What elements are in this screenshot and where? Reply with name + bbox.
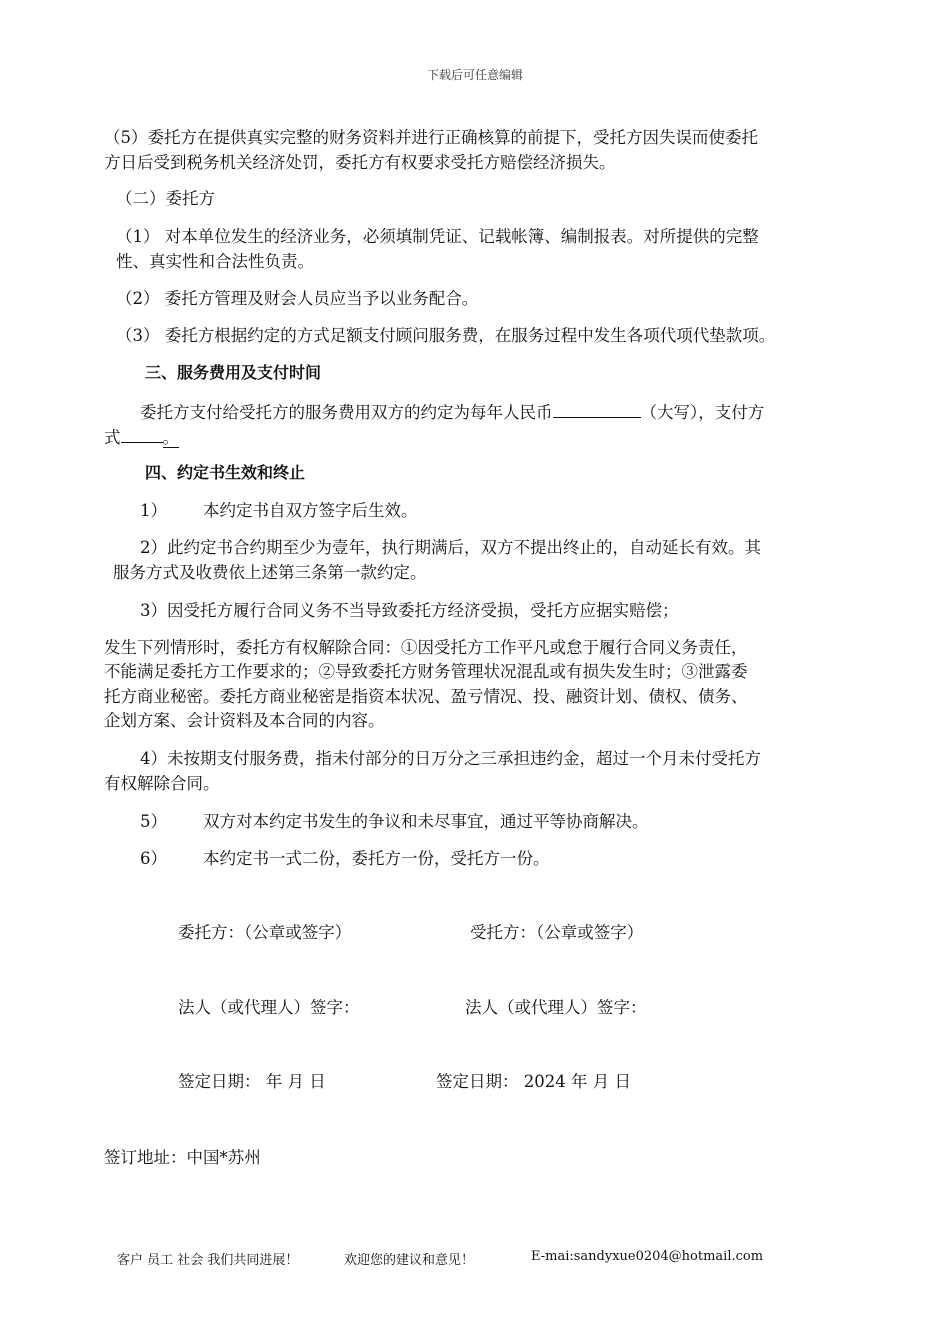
section-client-heading: （二）委托方	[116, 189, 215, 208]
clause-5-line-1: （5）委托方在提供真实完整的财务资料并进行正确核算的前提下，受托方因失误而使委托	[104, 128, 758, 147]
party-a-legal-signature: 法人（或代理人）签字：	[178, 998, 360, 1017]
section-4-heading: 四、约定书生效和终止	[145, 463, 306, 482]
party-a-sign-date: 签定日期： 年 月 日	[178, 1072, 326, 1091]
fee-line-2	[104, 425, 179, 449]
term-6-text: 本约定书一式二份，委托方一份，受托方一份。	[203, 849, 550, 868]
party-b-seal: 受托方：（公章或签字）	[470, 923, 644, 942]
term-4-line-1: 4）未按期支付服务费，指未付部分的日万分之三承担违约金，超过一个月未付受托方	[140, 749, 761, 768]
footer-slogan: 客户 员工 社会 我们共同进展！	[117, 1253, 299, 1268]
term-6-number: 6）	[140, 849, 167, 868]
page-header: 下载后可任意编辑	[426, 68, 523, 82]
client-item-1-line-1: （1） 对本单位发生的经济业务，必须填制凭证、记载帐簿、编制报表。对所提供的完整	[116, 227, 759, 246]
termination-line-1: 发生下列情形时，委托方有权解除合同：①因受托方工作平凡或怠于履行合同义务责任，	[104, 638, 748, 657]
party-b-sign-date: 签定日期： 2024 年 月 日	[436, 1072, 631, 1091]
signing-address: 签订地址：中国*苏州	[104, 1148, 261, 1167]
payment-method-blank	[121, 425, 163, 443]
fee-line-1	[140, 400, 764, 424]
term-2-line-1: 2）此约定书合约期至少为壹年，执行期满后，双方不提出终止的，自动延长有效。其	[140, 538, 761, 557]
client-item-3: （3） 委托方根据约定的方式足额支付顾问服务费，在服务过程中发生各项代项代垫款项。	[116, 326, 776, 345]
term-3: 3）因受托方履行合同义务不当导致委托方经济受损，受托方应据实赔偿；	[140, 601, 679, 620]
section-3-heading: 三、服务费用及支付时间	[145, 363, 322, 382]
fee-method-label: 式	[104, 428, 121, 447]
term-4-line-2: 有权解除合同。	[104, 774, 220, 793]
term-2-line-2: 服务方式及收费依上述第三条第一款约定。	[113, 563, 427, 582]
client-item-2: （2） 委托方管理及财会人员应当予以业务配合。	[116, 289, 479, 308]
footer-email: E-mai:sandyxue0204@hotmail.com	[531, 1249, 764, 1264]
fee-period: 。	[162, 428, 179, 447]
clause-5-line-2: 方日后受到税务机关经济处罚，委托方有权要求受托方赔偿经济损失。	[104, 153, 616, 172]
client-item-1-line-2: 性、真实性和合法性负责。	[116, 252, 314, 271]
termination-line-3: 托方商业秘密。委托方商业秘密是指资本状况、盈亏情况、投、融资计划、债权、债务、	[104, 687, 748, 706]
term-1-text: 本约定书自双方签字后生效。	[203, 501, 418, 520]
fee-text: 委托方支付给受托方的服务费用双方的约定为每年人民币	[140, 403, 553, 422]
term-5-number: 5）	[140, 812, 167, 831]
fee-amount-blank	[553, 400, 641, 418]
footer-welcome: 欢迎您的建议和意见！	[344, 1253, 475, 1268]
term-1-number: 1）	[140, 501, 167, 520]
termination-line-4: 企划方案、会计资料及本合同的内容。	[104, 711, 385, 730]
term-5-text: 双方对本约定书发生的争议和未尽事宜，通过平等协商解决。	[203, 812, 649, 831]
party-b-legal-signature: 法人（或代理人）签字：	[465, 998, 647, 1017]
party-a-seal: 委托方：（公章或签字）	[178, 923, 352, 942]
termination-line-2: 不能满足委托方工作要求的；②导致委托方财务管理状况混乱或有损失发生时；③泄露委	[104, 662, 748, 681]
fee-text-2: （大写），支付方	[640, 403, 765, 422]
